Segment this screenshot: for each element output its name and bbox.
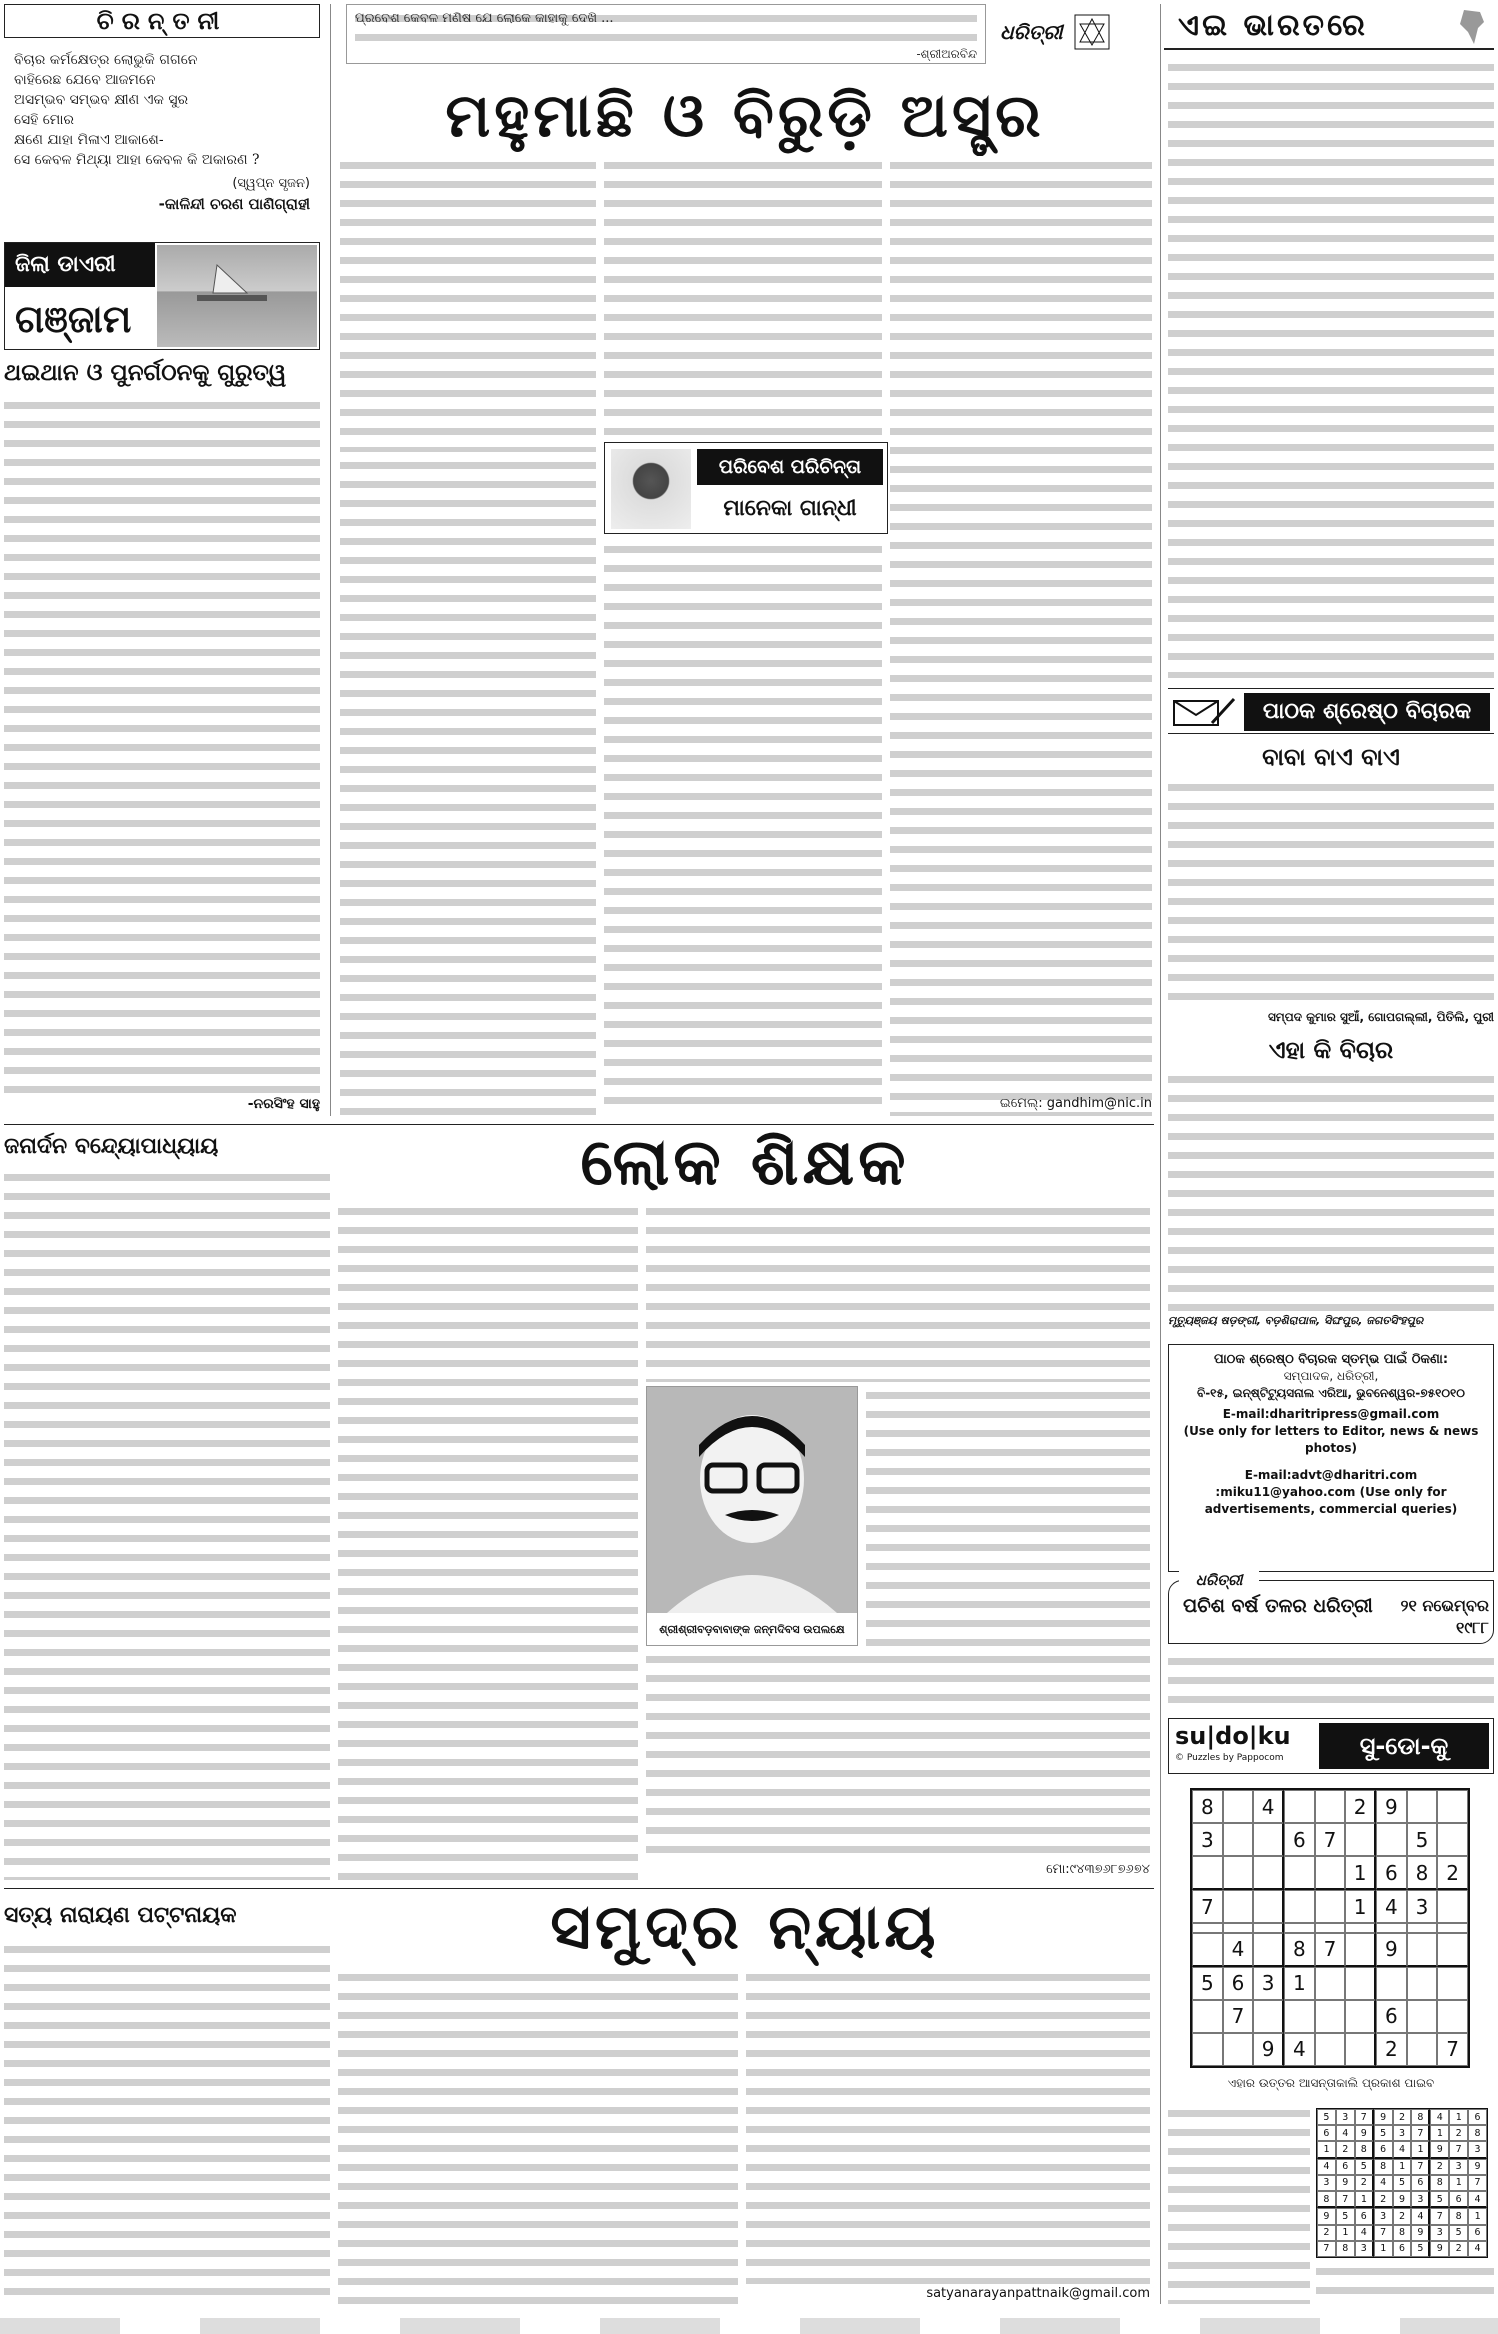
samudra-author: ସତ୍ୟ ନାରାୟଣ ପଟ୍ଟନାୟକ — [4, 1903, 237, 1928]
solution-cell: 9 — [1374, 2109, 1393, 2125]
solution-cell: 7 — [1449, 2141, 1468, 2158]
sudoku-cell: 7 — [1223, 2000, 1254, 2033]
contact-box — [1168, 1344, 1494, 1572]
sudoku-cell: 8 — [1284, 1933, 1315, 1967]
solution-cell: 2 — [1355, 2175, 1374, 2191]
solution-cell: 9 — [1317, 2208, 1336, 2224]
sudoku-cell — [1284, 1890, 1315, 1923]
district-name: ଗଞ୍ଜାମ — [15, 297, 132, 341]
samudra-body-col1 — [4, 1940, 330, 2304]
sudoku-cell — [1223, 1923, 1254, 1932]
solution-cell: 1 — [1468, 2208, 1487, 2224]
solution-cell: 4 — [1411, 2208, 1430, 2224]
sudoku-cell — [1253, 1923, 1284, 1932]
samudra-headline-box — [340, 1890, 1150, 1964]
sudoku-cell: 6 — [1223, 1967, 1254, 2000]
poem-line: ବାହିରେଛ ଯେବେ ଆଜମନେ — [14, 72, 156, 88]
letter2-author: ମୃତ୍ୟୁଞ୍ଜୟ ଷଡ଼ଙ୍ଗୀ, ବଡ଼ଶିରାପାଳ, ସିଙ୍ଘପୁର, ଜଗତସିଂହପୁର — [1168, 1314, 1424, 1327]
archive-logo-box — [1179, 1571, 1259, 1593]
district-diary-label-box — [5, 243, 155, 287]
sudoku-cell: 8 — [1407, 1856, 1438, 1890]
sudoku-cell — [1437, 1823, 1468, 1856]
sudoku-cell: 9 — [1376, 1790, 1407, 1823]
sudoku-cell: 4 — [1376, 1890, 1407, 1923]
poem-line: ବିଚାର କର୍ମକ୍ଷେତ୍ର ଲୋଭୁକି ଗଗନେ — [14, 52, 198, 68]
poem-lines — [14, 50, 310, 170]
advt-email-alt[interactable]: :miku11@yahoo.com (Use only for advertisements, commercial queries) — [1204, 1485, 1458, 1516]
solution-cell: 4 — [1355, 2225, 1374, 2241]
sudoku-cell: 6 — [1284, 1823, 1315, 1856]
columnist-box — [604, 442, 888, 534]
solution-cell: 8 — [1374, 2159, 1393, 2175]
left-story-author: -ନରସିଂହ ସାହୁ — [247, 1096, 320, 1112]
samudra-headline: ସମୁଦ୍ର ନ୍ୟାୟ — [550, 1890, 940, 1963]
lead-email: ଇମେଲ୍: gandhim@nic.in — [999, 1096, 1152, 1111]
sudoku-cell — [1315, 1923, 1346, 1932]
solution-cell: 8 — [1317, 2191, 1336, 2208]
sudoku-cell: 8 — [1192, 1790, 1223, 1823]
solution-cell: 6 — [1468, 2225, 1487, 2241]
sudoku-cell — [1315, 1790, 1346, 1823]
lok-headline: ଲୋକ ଶିକ୍ଷକ — [580, 1126, 910, 1200]
solution-cell: 6 — [1374, 2141, 1393, 2158]
column-divider — [330, 4, 331, 1116]
solution-cell: 3 — [1336, 2109, 1355, 2125]
page-footer-strip — [0, 2318, 1498, 2334]
letter1-title: ବାବା ବାଏ ବାଏ — [1262, 743, 1400, 771]
sudoku-cell — [1253, 1856, 1284, 1890]
sudoku-cell — [1345, 1823, 1376, 1856]
contact-note: (Use only for letters to Editor, news & news photos) — [1183, 1424, 1479, 1455]
contact-line: ବି-୧୫, ଇନ୍ଷ୍ଟିଟ୍ୟୁସନାଲ ଏରିଆ, ଭୁବନେଶ୍ୱର-୭୫୧୦୧୦ — [1197, 1386, 1465, 1400]
solution-cell: 9 — [1336, 2175, 1355, 2191]
sudoku-cell — [1223, 1790, 1254, 1823]
sudoku-cell — [1345, 1967, 1376, 2000]
section-divider — [4, 1888, 1154, 1889]
contact-line: ସମ୍ପାଦକ, ଧରିତ୍ରୀ, — [1283, 1369, 1379, 1383]
archive-date: ୨୧ ନଭେମ୍ବର ୧୯୮୮ — [1400, 1596, 1489, 1637]
boat-icon — [157, 245, 317, 347]
solution-cell: 1 — [1374, 2241, 1393, 2257]
ei-bharatare-body — [1168, 58, 1494, 678]
sudoku-cell — [1315, 1967, 1346, 2000]
poem-credit: (ସ୍ୱପ୍ନ ସୃଜନ) — [232, 176, 310, 191]
sudoku-cell — [1437, 1790, 1468, 1823]
sudoku-cell — [1253, 2000, 1284, 2033]
solution-cell: 7 — [1336, 2191, 1355, 2208]
sudoku-cell — [1284, 1790, 1315, 1823]
poem-box — [4, 44, 320, 236]
poem-line: ସେ କେବଳ ମିଥ୍ୟା ଆହା କେବଳ କି ଅକାରଣ ? — [14, 152, 260, 168]
sudoku-cell — [1223, 1890, 1254, 1923]
lead-body-col3 — [890, 156, 1152, 1116]
solution-cell: 8 — [1468, 2125, 1487, 2141]
solution-cell: 1 — [1317, 2141, 1336, 2158]
solution-cell: 6 — [1468, 2109, 1487, 2125]
solution-cell: 3 — [1355, 2241, 1374, 2257]
solution-cell: 7 — [1355, 2109, 1374, 2125]
lok-body-col1 — [4, 1168, 330, 1880]
solution-cell: 8 — [1449, 2208, 1468, 2224]
solution-cell: 3 — [1430, 2225, 1449, 2241]
left-story-headline-box — [4, 354, 320, 394]
sudoku-cell — [1437, 1890, 1468, 1923]
solution-cell: 1 — [1393, 2159, 1412, 2175]
solution-cell: 5 — [1411, 2241, 1430, 2257]
archive-label: ପଚିଶ ବର୍ଷ ତଳର ଧରିତ୍ରୀ — [1183, 1595, 1373, 1617]
lok-photo-box — [646, 1386, 858, 1646]
solution-cell: 1 — [1449, 2109, 1468, 2125]
solution-cell: 2 — [1374, 2191, 1393, 2208]
solution-cell: 2 — [1336, 2141, 1355, 2158]
lok-body-col3-bottom — [646, 1650, 1150, 1860]
lok-body-col2 — [338, 1202, 638, 1880]
solution-cell: 2 — [1317, 2225, 1336, 2241]
solution-cell: 2 — [1393, 2109, 1412, 2125]
solution-cell: 8 — [1355, 2141, 1374, 2158]
sudoku-cell: 1 — [1284, 1967, 1315, 2000]
lok-photo-caption: ଶ୍ରୀଶ୍ରୀବଡ଼ବାବାଙ୍କ ଜନ୍ମଦିବସ ଉପଲକ୍ଷେ — [659, 1623, 845, 1636]
solution-cell: 1 — [1449, 2175, 1468, 2191]
contact-email[interactable]: E-mail:dharitripress@gmail.com — [1222, 1407, 1440, 1421]
solution-cell: 6 — [1449, 2191, 1468, 2208]
solution-cell: 8 — [1393, 2225, 1412, 2241]
sudoku-cell — [1192, 2033, 1223, 2066]
sudoku-cell: 9 — [1376, 1933, 1407, 1967]
top-quote-box — [346, 4, 986, 64]
portrait-figure — [647, 1387, 857, 1613]
solution-cell: 1 — [1411, 2141, 1430, 2158]
chirantani-banner — [4, 4, 320, 38]
sudoku-title: ସୁ-ଡୋ-କୁ — [1359, 1732, 1449, 1760]
solution-cell: 9 — [1468, 2159, 1487, 2175]
sudoku-header — [1168, 1718, 1494, 1774]
sudoku-cell — [1284, 2000, 1315, 2033]
district-name-box — [5, 291, 155, 347]
column-name: ପରିବେଶ ପରିଚିନ୍ତା — [718, 456, 862, 478]
solution-cell: 7 — [1468, 2175, 1487, 2191]
poem-line: କ୍ଷଣେ ଯାହା ମିଳାଏ ଆକାଶେ- — [14, 132, 164, 148]
star-emblem-icon — [1074, 14, 1110, 50]
sudoku-cell — [1437, 2000, 1468, 2033]
ei-bharatare-title: ଏଇ ଭାରତରେ — [1178, 8, 1368, 43]
sudoku-cell: 4 — [1284, 2033, 1315, 2066]
samudra-body-col2 — [338, 1968, 738, 2304]
lok-body-col3-top — [646, 1202, 1150, 1382]
sudoku-cell: 6 — [1376, 2000, 1407, 2033]
samudra-email: satyanarayanpattnaik@gmail.com — [926, 2286, 1150, 2301]
solution-cell: 9 — [1355, 2125, 1374, 2141]
solution-cell: 4 — [1393, 2141, 1412, 2158]
samudra-author-box — [4, 1898, 330, 1934]
left-story-headline: ଥଇଥାନ ଓ ପୁନର୍ଗଠନକୁ ଗୁରୁତ୍ୱ — [4, 360, 287, 386]
lead-headline: ମହୁମାଛି ଓ ବିରୁଡ଼ି ଅସ୍ତ୍ର — [445, 81, 1045, 151]
left-story-body — [4, 396, 320, 1094]
solution-cell: 5 — [1374, 2125, 1393, 2141]
columnist-name: ମାନେକା ଗାନ୍ଧୀ — [723, 496, 857, 521]
poem-author: -କାଳିନ୍ଦୀ ଚରଣ ପାଣିଗ୍ରାହୀ — [158, 195, 310, 213]
solution-cell: 6 — [1355, 2208, 1374, 2224]
solution-cell: 4 — [1468, 2191, 1487, 2208]
sudoku-cell: 1 — [1345, 1856, 1376, 1890]
solution-cell: 8 — [1430, 2175, 1449, 2191]
lok-body-col3-right — [866, 1386, 1150, 1646]
sudoku-cell — [1376, 1823, 1407, 1856]
sudoku-cell: 6 — [1376, 1856, 1407, 1890]
sudoku-brand: su|do|ku — [1175, 1722, 1291, 1750]
letter2-title: ଏହା କି ବିଚାର — [1268, 1036, 1394, 1064]
sudoku-cell: 7 — [1315, 1823, 1346, 1856]
sudoku-cell: 9 — [1253, 2033, 1284, 2066]
sudoku-cell — [1253, 1823, 1284, 1856]
sudoku-cell — [1407, 1967, 1438, 2000]
sudoku-cell — [1345, 2033, 1376, 2066]
sudoku-cell: 7 — [1437, 2033, 1468, 2066]
solution-cell: 2 — [1393, 2208, 1412, 2224]
sudoku-cell — [1192, 2000, 1223, 2033]
solution-cell: 3 — [1393, 2125, 1412, 2141]
archive-box — [1168, 1571, 1494, 1644]
section-divider — [4, 1124, 1154, 1125]
sudoku-cell: 7 — [1192, 1890, 1223, 1923]
solution-cell: 7 — [1430, 2208, 1449, 2224]
sudoku-cell — [1284, 1923, 1315, 1932]
advt-email[interactable]: E-mail:advt@dharitri.com — [1244, 1468, 1418, 1482]
solution-cell: 2 — [1449, 2125, 1468, 2141]
sudoku-title-bg — [1319, 1723, 1489, 1769]
lead-body-col2-bottom — [604, 540, 882, 1116]
sudoku-cell — [1407, 1923, 1438, 1932]
sudoku-cell — [1345, 2000, 1376, 2033]
solution-cell: 7 — [1374, 2225, 1393, 2241]
district-diary-label: ଜିଲା ଡାଏରୀ — [15, 252, 116, 277]
sudoku-cell — [1376, 1967, 1407, 2000]
sudoku-cell — [1407, 2000, 1438, 2033]
dharitri-logo-text: ଧରିତ୍ରୀ — [1000, 20, 1063, 44]
letter1-author: ସମ୍ପଦ କୁମାର ସୁଆଁ, ଗୋପଗଲ୍ଲୀ, ପିତିଲି, ପୁରୀ — [1267, 1010, 1494, 1024]
samudra-body-col3 — [746, 1968, 1150, 2284]
sudoku-cell: 3 — [1253, 1967, 1284, 2000]
letters-heading-box — [1168, 688, 1494, 734]
envelope-pen-icon — [1172, 697, 1236, 727]
sudoku-cell — [1315, 2033, 1346, 2066]
solution-cell: 5 — [1355, 2159, 1374, 2175]
solution-cell: 9 — [1430, 2241, 1449, 2257]
solution-cell: 4 — [1374, 2175, 1393, 2191]
poem-line: ଅସମ୍ଭବ ସମ୍ଭବ କ୍ଷୀଣ ଏକ ସୁର — [14, 92, 189, 108]
sudoku-cell — [1407, 1933, 1438, 1967]
columnist-photo — [611, 449, 691, 529]
sudoku-solution-grid — [1316, 2108, 1488, 2258]
sudoku-cell: 5 — [1192, 1967, 1223, 2000]
sudoku-brand-sub: © Puzzles by Pappocom — [1175, 1753, 1284, 1763]
sudoku-cell: 2 — [1345, 1790, 1376, 1823]
solution-cell: 4 — [1468, 2241, 1487, 2257]
solution-cell: 9 — [1411, 2225, 1430, 2241]
letters-heading-bg — [1244, 693, 1490, 731]
lead-body-col1-top — [340, 156, 596, 452]
sudoku-cell: 4 — [1223, 1933, 1254, 1967]
solution-cell: 3 — [1411, 2191, 1430, 2208]
lead-headline-box — [340, 80, 1150, 152]
solution-cell: 7 — [1411, 2159, 1430, 2175]
sudoku-cell — [1223, 2033, 1254, 2066]
sudoku-cell — [1407, 1790, 1438, 1823]
sudoku-cell — [1315, 2000, 1346, 2033]
lok-photo — [647, 1387, 857, 1613]
sudoku-cell — [1192, 1856, 1223, 1890]
solution-cell: 4 — [1336, 2125, 1355, 2141]
poem-line: ସେହି ମୋର — [14, 112, 75, 128]
solution-cell: 8 — [1411, 2109, 1430, 2125]
solution-cell: 6 — [1411, 2175, 1430, 2191]
archive-logo: ଧରିତ୍ରୀ — [1195, 1571, 1243, 1589]
sudoku-cell: 2 — [1376, 2033, 1407, 2066]
lok-headline-box — [340, 1128, 1150, 1198]
solution-cell: 7 — [1317, 2241, 1336, 2257]
solution-cell: 2 — [1449, 2241, 1468, 2257]
column-divider — [1160, 4, 1161, 2304]
dharitri-logo — [1000, 8, 1110, 58]
top-quote-author: -ଶ୍ରୀଅରବିନ୍ଦ — [916, 47, 977, 61]
district-photo — [157, 245, 317, 347]
column-name-box — [697, 449, 883, 485]
solution-cell: 6 — [1393, 2241, 1412, 2257]
sudoku-cell: 3 — [1192, 1823, 1223, 1856]
lead-body-col2-top — [604, 156, 882, 440]
sudoku-cell — [1284, 1856, 1315, 1890]
solution-cell: 4 — [1317, 2159, 1336, 2175]
solution-cell: 7 — [1411, 2125, 1430, 2141]
solution-cell: 1 — [1430, 2125, 1449, 2141]
archive-items — [1168, 1652, 1494, 1710]
sudoku-cell — [1223, 1823, 1254, 1856]
lead-body-col1-bottom — [340, 456, 596, 1116]
sudoku-cell — [1345, 1923, 1376, 1932]
sudoku-cell: 5 — [1407, 1823, 1438, 1856]
sudoku-cell: 2 — [1437, 1856, 1468, 1890]
sudoku-cell — [1437, 1967, 1468, 2000]
sudoku-cell: 7 — [1315, 1933, 1346, 1967]
solution-cell: 3 — [1449, 2159, 1468, 2175]
solution-cell: 2 — [1430, 2159, 1449, 2175]
sudoku-cell — [1376, 1923, 1407, 1932]
ei-bharatare-banner — [1164, 4, 1494, 50]
solution-cell: 6 — [1317, 2125, 1336, 2141]
sudoku-cell — [1315, 1856, 1346, 1890]
letter1-body — [1168, 778, 1494, 1008]
solution-cell: 3 — [1374, 2208, 1393, 2224]
sudoku-cell — [1253, 1890, 1284, 1923]
letter2-body — [1168, 1070, 1494, 1312]
sudoku-cell — [1407, 2033, 1438, 2066]
solution-cell: 9 — [1393, 2191, 1412, 2208]
solution-cell: 5 — [1393, 2175, 1412, 2191]
sudoku-cell — [1192, 1923, 1223, 1932]
solution-cell: 1 — [1355, 2191, 1374, 2208]
chirantani-title: ଚିରନ୍ତନୀ — [96, 7, 228, 35]
sudoku-answer-note: ଏହାର ଉତ୍ତର ଆସନ୍ତାକାଲି ପ୍ରକାଶ ପାଇବ — [1227, 2076, 1435, 2090]
sudoku-cell: 1 — [1345, 1890, 1376, 1923]
sudoku-cell: 3 — [1407, 1890, 1438, 1923]
solution-cell: 9 — [1430, 2141, 1449, 2158]
solution-cell: 5 — [1317, 2109, 1336, 2125]
sudoku-cell: 4 — [1253, 1790, 1284, 1823]
sudoku-instructions — [1168, 2104, 1310, 2304]
lok-author-box — [4, 1130, 330, 1164]
district-diary-box — [4, 242, 320, 350]
solution-cell: 3 — [1468, 2141, 1487, 2158]
solution-cell: 1 — [1336, 2225, 1355, 2241]
solution-cell: 5 — [1449, 2225, 1468, 2241]
sudoku-cell — [1437, 1923, 1468, 1932]
contact-heading: ପାଠକ ଶ୍ରେଷ୍ଠ ବିଚାରକ ସ୍ତମ୍ଭ ପାଇଁ ଠିକଣା: — [1213, 1352, 1449, 1367]
letters-heading: ପାଠକ ଶ୍ରେଷ୍ଠ ବିଚାରକ — [1262, 699, 1472, 724]
sudoku-cell — [1192, 1933, 1223, 1967]
solution-cell: 4 — [1430, 2109, 1449, 2125]
sudoku-cell — [1345, 1933, 1376, 1967]
india-map-icon — [1454, 8, 1490, 46]
sudoku-cell — [1437, 1933, 1468, 1967]
sudoku-grid — [1190, 1788, 1470, 2068]
sudoku-cell — [1253, 1933, 1284, 1967]
solution-cell: 3 — [1317, 2175, 1336, 2191]
sudoku-cell — [1223, 1856, 1254, 1890]
sudoku-footer-text — [1316, 2262, 1494, 2304]
solution-cell: 6 — [1336, 2159, 1355, 2175]
solution-cell: 5 — [1430, 2191, 1449, 2208]
lok-author: ଜନାର୍ଦନ ବନ୍ଦ୍ୟୋପାଧ୍ୟାୟ — [4, 1134, 219, 1159]
solution-cell: 5 — [1336, 2208, 1355, 2224]
lok-contact: ମୋ:୯୪୩୭୬୮୭୬୭୪ — [1046, 1862, 1150, 1877]
top-quote-text: ପ୍ରବେଶ କେବଳ ମଣିଷ ଯେ ଲୋକେ କାହାକୁ ଦେଖି ... — [355, 9, 977, 47]
sudoku-cell — [1315, 1890, 1346, 1923]
solution-cell: 8 — [1336, 2241, 1355, 2257]
